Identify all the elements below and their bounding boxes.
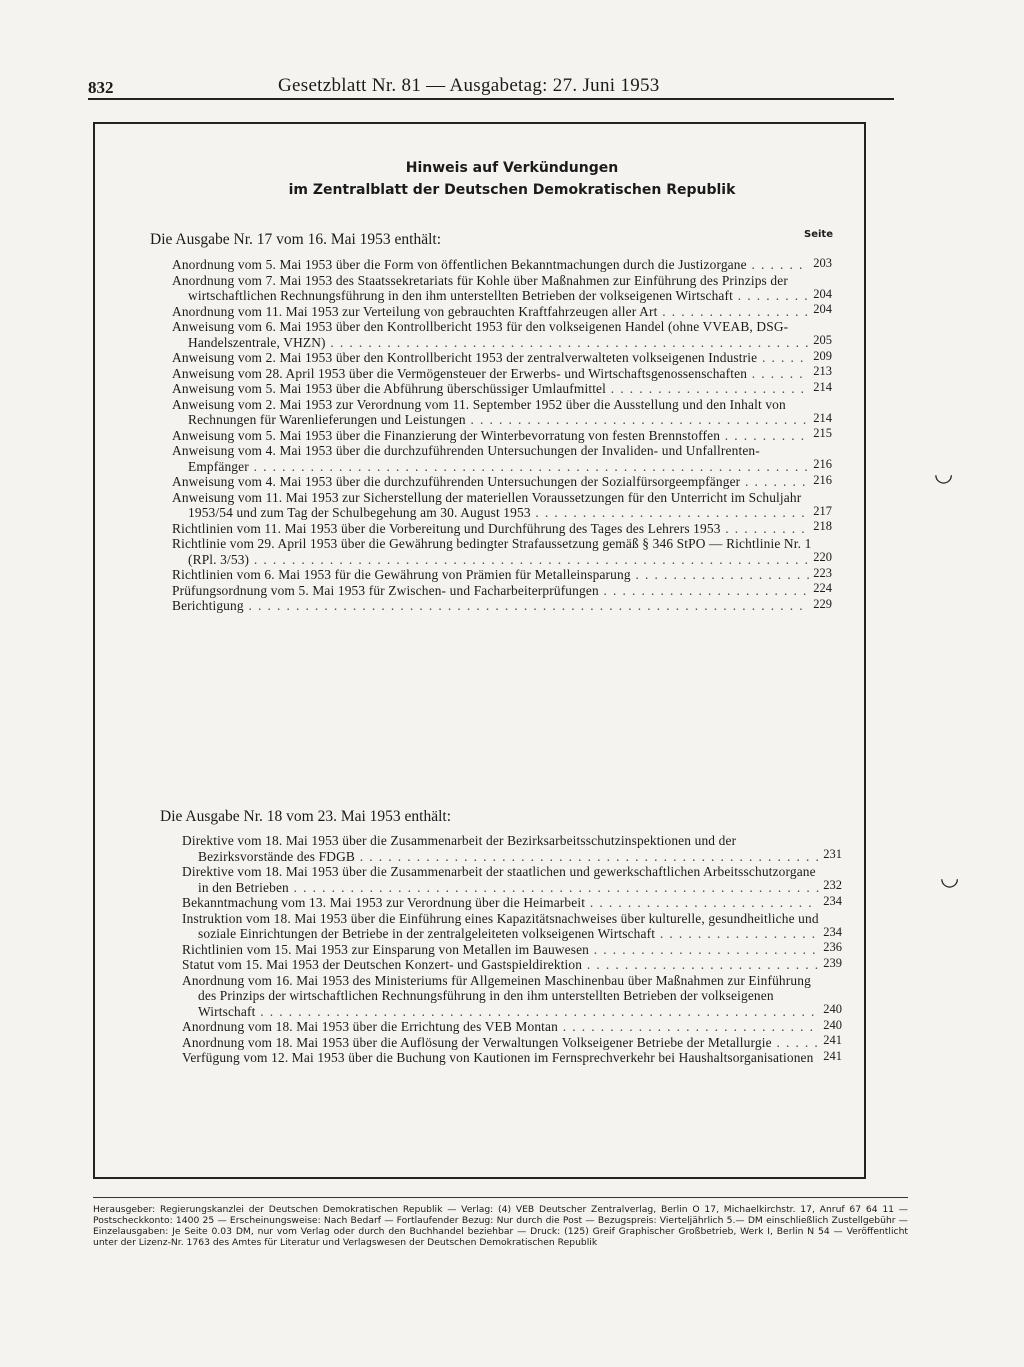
entry-title-text: Anweisung vom 28. April 1953 über die Vermögensteuer der Erwerbs- und Wirtschaftsgenossenschaften bbox=[172, 365, 748, 381]
entry-title bbox=[182, 973, 822, 1020]
entry-title-text: Direktive vom 18. Mai 1953 über die Zusammenarbeit der staatlichen und gewerkschaftlichen Arbeitsschutzorgane in den Betrieben bbox=[182, 864, 816, 895]
list-item bbox=[182, 957, 842, 973]
issue-heading-18: Die Ausgabe Nr. 18 vom 23. Mai 1953 enthält: bbox=[160, 808, 452, 825]
entry-title bbox=[172, 381, 812, 397]
leader-dots: . . . . . . . . . . . . . . . . . . . . . . . . . . . . . . . . . . . . . . . . . . . . . . . . . . . . . . . . . . . bbox=[243, 598, 804, 613]
list-item bbox=[172, 598, 832, 614]
entry-page-number: 204 bbox=[813, 286, 832, 301]
leader-dots: . . . . . . . . . . . . . . . . . . . . . bbox=[606, 381, 806, 396]
entry-title-text: Anordnung vom 18. Mai 1953 über die Errichtung des VEB Montan bbox=[182, 1019, 558, 1034]
entry-title bbox=[182, 895, 822, 911]
leader-dots: . . . . . bbox=[771, 1034, 820, 1050]
entry-title bbox=[172, 583, 812, 599]
entry-page-number: 239 bbox=[823, 955, 842, 970]
entry-title bbox=[172, 474, 812, 490]
entry-title bbox=[172, 490, 812, 521]
notice-title-line2: im Zentralblatt der Deutschen Demokratischen Republik bbox=[288, 182, 736, 198]
leader-dots: . . . . . . . . . . . . . . . . . . . . . . . . . . . . . . . . . . . . . . . . . . . . . . . . . bbox=[354, 848, 821, 864]
entry-page-number: 217 bbox=[813, 503, 832, 518]
entry-page-number: 215 bbox=[813, 426, 832, 440]
leader-dots: . . . . . . . . . . . . . . . . . . . . . . bbox=[598, 582, 808, 598]
entry-page-number: 240 bbox=[823, 1002, 842, 1016]
entry-title-text: Verfügung vom 12. Mai 1953 über die Buchung von Kautionen im Fernsprechverkehr bei Haushaltsorganisationen bbox=[182, 1050, 814, 1065]
list-item bbox=[182, 973, 842, 1020]
entry-page-number: 240 bbox=[823, 1017, 842, 1032]
entry-title-text: Richtlinie vom 29. April 1953 über die Gewährung bedingter Strafaussetzung gemäß § 346 StPO — Richtlinie Nr. 1 (RPl. 3/53) bbox=[172, 536, 812, 567]
list-item bbox=[172, 350, 832, 366]
entry-title-text: Statut vom 15. Mai 1953 der Deutschen Konzert- und Gastspieldirektion bbox=[182, 957, 583, 972]
entry-title bbox=[172, 443, 812, 474]
leader-dots: . . . . . . . . . . . . . . . . . . . . . . . . bbox=[585, 895, 813, 910]
entry-title bbox=[182, 911, 822, 942]
leader-dots: . . . . . . . . bbox=[733, 288, 809, 303]
entry-title-text: Anweisung vom 4. Mai 1953 über die durchzuführenden Untersuchungen der Sozialfürsorgeempfänger bbox=[172, 474, 741, 489]
leader-dots: . . . . . . . . . . . . . . . . . . . . . . . . . bbox=[582, 957, 820, 972]
list-item bbox=[172, 567, 832, 583]
entry-page-number: 218 bbox=[813, 519, 832, 533]
entry-title-text: Anweisung vom 11. Mai 1953 zur Sicherstellung der materiellen Voraussetzungen für den Unterricht im Schuljahr 1953/54 und zum Tag der Schulbegehung am 30. August 1953 bbox=[172, 489, 802, 520]
issue-18-entries bbox=[182, 833, 842, 1066]
entry-page-number: 232 bbox=[823, 878, 842, 892]
list-item bbox=[172, 443, 832, 474]
entry-title bbox=[182, 942, 822, 958]
entry-page-number: 241 bbox=[823, 1048, 842, 1063]
leader-dots: . . . . . . . . . bbox=[720, 427, 806, 443]
list-item bbox=[182, 942, 842, 958]
issue-heading-17: Die Ausgabe Nr. 17 vom 16. Mai 1953 enthält: bbox=[150, 231, 442, 248]
entry-page-number: 203 bbox=[813, 255, 832, 270]
entry-page-number: 224 bbox=[813, 581, 832, 595]
entry-page-number: 216 bbox=[813, 472, 832, 487]
list-item bbox=[172, 381, 832, 397]
leader-dots: . . . . . . . . . . . . . . . . bbox=[657, 303, 810, 319]
list-item bbox=[182, 1050, 842, 1066]
publisher-footer: Herausgeber: Regierungskanzlei der Deutschen Demokratischen Republik — Verlag: (4) VEB Deutscher Zentralverlag, Berlin O 17, Michaelkirchstr. 17, Anruf 67 64 11 — Postscheckkonto: 1400 25 — Erscheinungsweise: Nach Bedarf — Fortlaufender Bezug: Nur durch die Post — Bezugspreis: Vierteljährlich 5.— DM einschließlich Zustellgebühr — Einzelausgaben: Je Seite 0.03 DM, nur vom Verlag oder durch den Buchhandel beziehbar — Druck: (125) Greif Graphischer Großbetrieb, Werk I, Berlin N 54 — Veröffentlicht unter der Lizenz-Nr. 1763 des Amtes für Literatur und Verlagswesen der Deutschen Demokratischen Republik bbox=[93, 1197, 908, 1248]
entry-title-text: Anweisung vom 2. Mai 1953 zur Verordnung vom 11. September 1952 über die Ausstellung und den Inhalt von Rechnungen für Warenlieferungen und Leistungen bbox=[172, 396, 786, 427]
entry-title-text: Anweisung vom 5. Mai 1953 über die Finanzierung der Winterbevorratung von festen Brennstoffen bbox=[172, 427, 721, 443]
list-item bbox=[172, 397, 832, 428]
entry-title bbox=[172, 598, 812, 614]
leader-dots: . . . . . . . bbox=[740, 474, 807, 489]
leader-dots: . . . . . . . . . . . . . . . . . . . bbox=[630, 567, 812, 582]
entry-page-number: 213 bbox=[813, 364, 832, 378]
entry-title-text: Bekanntmachung vom 13. Mai 1953 zur Verordnung über die Heimarbeit bbox=[182, 895, 586, 910]
list-item bbox=[172, 490, 832, 521]
leader-dots: . . . . . . . . . . . . . . . . . . . . . . . . . . . bbox=[557, 1019, 815, 1034]
leader-dots: . . . . . . bbox=[747, 365, 805, 381]
list-item bbox=[172, 273, 832, 304]
leader-dots: . . . . . . . . . . . . . . . . . bbox=[655, 926, 817, 941]
list-item bbox=[172, 474, 832, 490]
leader-dots: . . . . . . . . . . . . . . . . . . . . . . . . . . . . . . . . . . . . . . . . . . . . . . . . . . . bbox=[325, 334, 810, 350]
entry-title bbox=[182, 1019, 822, 1035]
entry-page-number: 220 bbox=[813, 550, 832, 564]
list-item bbox=[182, 895, 842, 911]
entry-title-text: Anordnung vom 5. Mai 1953 über die Form von öffentlichen Bekanntmachungen durch die Justizorgane bbox=[172, 257, 747, 272]
list-item bbox=[172, 428, 832, 444]
entry-page-number: 234 bbox=[823, 893, 842, 908]
entry-title-text: Anordnung vom 16. Mai 1953 des Ministeriums für Allgemeinen Maschinenbau über Maßnahmen zur Einführung des Prinzips der wirtschaftlichen Rechnungsführung in den ihm unterstellten Betrieben der volkseigenen Wirtschaft bbox=[182, 972, 811, 1019]
margin-mark: ◡ bbox=[934, 462, 954, 487]
list-item bbox=[182, 1019, 842, 1035]
entry-page-number: 234 bbox=[823, 924, 842, 939]
entry-title bbox=[172, 257, 812, 273]
list-item bbox=[182, 911, 842, 942]
entry-title-text: Richtlinien vom 15. Mai 1953 zur Einsparung von Metallen im Bauwesen bbox=[182, 941, 590, 957]
entry-title bbox=[172, 567, 812, 583]
list-item bbox=[182, 864, 842, 895]
list-item bbox=[172, 304, 832, 320]
entry-title-text: Berichtigung bbox=[172, 598, 244, 613]
entry-title-text: Anweisung vom 5. Mai 1953 über die Abführung überschüssiger Umlaufmittel bbox=[172, 381, 607, 396]
entry-title bbox=[172, 521, 812, 537]
entry-title bbox=[172, 304, 812, 320]
entry-page-number: 236 bbox=[823, 940, 842, 954]
header-rule bbox=[88, 98, 894, 100]
entry-title-text: Richtlinien vom 6. Mai 1953 für die Gewährung von Prämien für Metalleinsparung bbox=[172, 567, 631, 582]
entry-title-text: Anordnung vom 18. Mai 1953 über die Auflösung der Verwaltungen Volkseigener Betriebe der Metallurgie bbox=[182, 1034, 772, 1050]
list-item bbox=[182, 833, 842, 864]
entry-title bbox=[172, 428, 812, 444]
entry-title bbox=[172, 397, 812, 428]
entry-title bbox=[172, 536, 812, 567]
notice-title-line1: Hinweis auf Verkündungen bbox=[405, 160, 619, 176]
entry-title-text: Anordnung vom 7. Mai 1953 des Staatssekretariats für Kohle über Maßnahmen zur Einführung des Prinzips der wirtschaftlichen Rechnungsführung in den ihm unterstellten Betrieben der volkseigenen Wirtschaft bbox=[172, 272, 788, 303]
entry-title-text: Instruktion vom 18. Mai 1953 über die Einführung eines Kapazitätsnachweises über kulturelle, gesundheitliche und soziale Einrichtungen der Betriebe in der zentralgeleiteten volkseigenen Wirtschaft bbox=[182, 910, 819, 941]
entry-page-number: 223 bbox=[813, 565, 832, 580]
entry-title-text: Prüfungsordnung vom 5. Mai 1953 für Zwischen- und Facharbeiterprüfungen bbox=[172, 582, 599, 598]
list-item bbox=[182, 1035, 842, 1051]
entry-title bbox=[172, 319, 812, 350]
entry-page-number: 216 bbox=[813, 457, 832, 471]
entry-title-text: Richtlinien vom 11. Mai 1953 über die Vorbereitung und Durchführung des Tages des Lehrers 1953 bbox=[172, 520, 721, 536]
list-item bbox=[172, 521, 832, 537]
entry-page-number: 231 bbox=[823, 847, 842, 861]
margin-mark: ◡ bbox=[940, 866, 960, 891]
list-item bbox=[172, 319, 832, 350]
entry-title bbox=[182, 833, 822, 864]
entry-page-number: 229 bbox=[813, 596, 832, 611]
entry-title-text: Anweisung vom 4. Mai 1953 über die durchzuführenden Untersuchungen der Invaliden- und Unfallrenten-Empfänger bbox=[172, 443, 760, 474]
leader-dots: . . . . . . . . . . . . . . . . . . . . . . . . . . . . . . . . . . . . . . . . . . . . . . . . . . . . . . . . . . . bbox=[248, 458, 810, 474]
entry-title-text: Anweisung vom 6. Mai 1953 über den Kontrollbericht 1953 für den volkseigenen Handel (ohne VVEAB, DSG-Handelszentrale, VHZN) bbox=[172, 319, 789, 350]
leader-dots: . . . . . . . . . . . . . . . . . . . . . . . . . . . . . . . . . . . . . . . . . . . . . . . . . . . . . . . . . . . bbox=[255, 1003, 816, 1019]
list-item bbox=[172, 536, 832, 567]
entry-title-text: Anordnung vom 11. Mai 1953 zur Verteilung von gebrauchten Kraftfahrzeugen aller Art bbox=[172, 303, 658, 319]
entry-title bbox=[182, 957, 822, 973]
leader-dots: . . . . . . . . . . . . . . . . . . . . . . . . . . . . . bbox=[530, 505, 807, 520]
entry-page-number: 204 bbox=[813, 302, 832, 316]
leader-dots: . . . . . . . . . . . . . . . . . . . . . . . . . . . . . . . . . . . . bbox=[465, 412, 808, 427]
entry-title bbox=[182, 864, 822, 895]
entry-page-number: 205 bbox=[813, 333, 832, 347]
leader-dots: . . . . . . . . . . . . . . . . . . . . . . . . . . . . . . . . . . . . . . . . . . . . . . . . . . . . . . . . bbox=[288, 879, 821, 895]
issue-17-entries bbox=[172, 257, 832, 614]
entry-page-number: 214 bbox=[813, 379, 832, 394]
entry-title-text: Anweisung vom 2. Mai 1953 über den Kontrollbericht 1953 der zentralverwalteten volkseigenen Industrie bbox=[172, 350, 758, 365]
leader-dots: . . . . . . bbox=[746, 257, 804, 272]
page-number: 832 bbox=[88, 78, 114, 97]
leader-dots: . . . . . . . . . . . . . . . . . . . . . . . . . . . . . . . . . . . . . . . . . . . . . . . . . . . . . . . . . . . bbox=[249, 551, 810, 567]
entry-page-number: 241 bbox=[823, 1033, 842, 1047]
header-title: Gesetzblatt Nr. 81 — Ausgabetag: 27. Juni 1953 bbox=[278, 75, 660, 96]
list-item bbox=[172, 257, 832, 273]
entry-title bbox=[172, 350, 812, 366]
seite-label: Seite bbox=[804, 229, 833, 240]
entry-title bbox=[182, 1050, 822, 1066]
list-item bbox=[172, 366, 832, 382]
entry-page-number: 209 bbox=[813, 348, 832, 363]
entry-title bbox=[172, 273, 812, 304]
leader-dots: . . . . . bbox=[757, 350, 805, 365]
leader-dots: . . . . . . . . . . . . . . . . . . . . . . . . bbox=[589, 941, 817, 957]
entry-page-number: 214 bbox=[813, 410, 832, 425]
entry-title bbox=[182, 1035, 822, 1051]
leader-dots: . . . . . . . . . bbox=[720, 520, 807, 536]
entry-title-text: Direktive vom 18. Mai 1953 über die Zusammenarbeit der Bezirksarbeitsschutzinspektionen und der Bezirksvorstände des FDGB bbox=[182, 833, 737, 864]
list-item bbox=[172, 583, 832, 599]
entry-title bbox=[172, 366, 812, 382]
